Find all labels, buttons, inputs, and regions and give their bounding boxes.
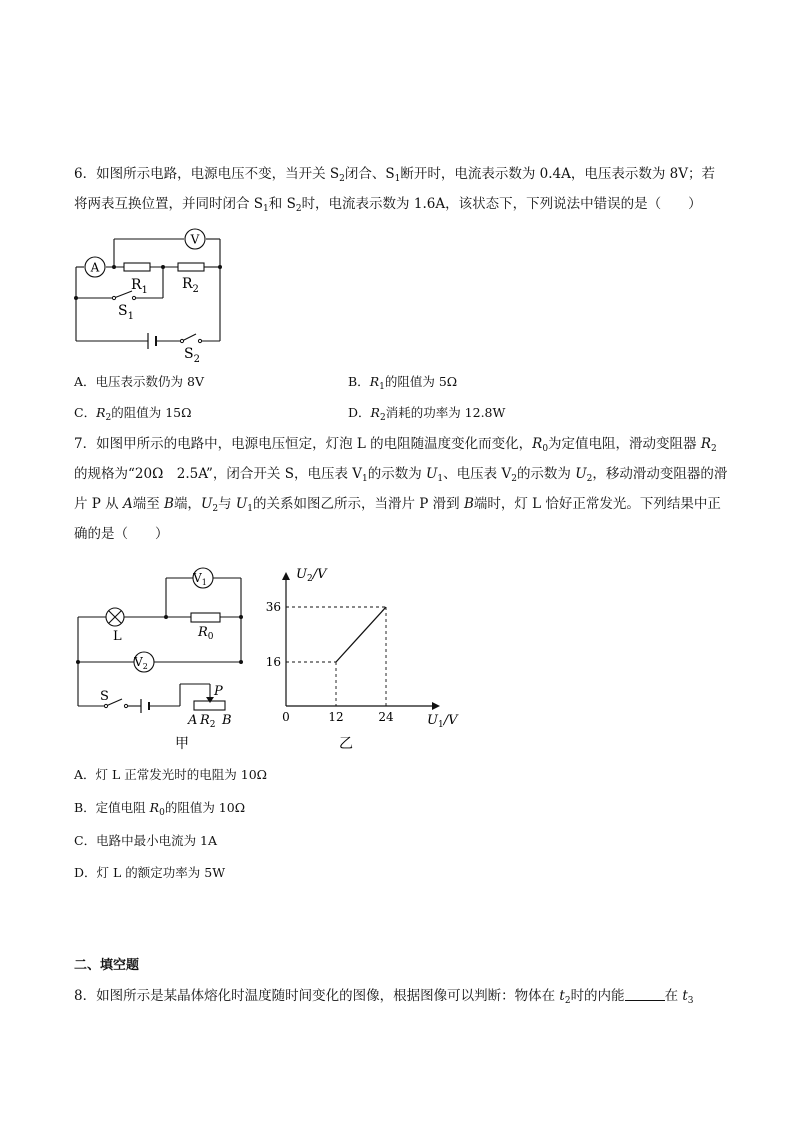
q7-circuit-diagram (70, 565, 250, 755)
q8-answer-blank[interactable] (625, 988, 665, 1001)
q7-stem-line1: 7．如图甲所示的电路中，电源电压恒定，灯泡 L 的电阻随温度变化而变化，$R_0$为定值电阻，滑动变阻器 $R_2$ (74, 436, 717, 454)
v2-label: $V_2$ (134, 655, 148, 671)
q6-sub: 2 (339, 174, 345, 184)
r1-label: $R_1$ (131, 277, 148, 296)
q6-option-a[interactable]: A．电压表示数仍为 8V (74, 374, 204, 389)
x-tick-label: 0 (282, 710, 290, 724)
q6-text: 将两表互换位置，并同时闭合 S (74, 196, 264, 212)
lamp-icon (106, 608, 124, 626)
s-label: S (100, 689, 109, 704)
r0-label: $R_0$ (198, 625, 214, 642)
q7-stem-line3: 片 P 从 A端至 B端，$U_2$与 $U_1$的关系如图乙所示，当滑片 P 滑到 B端时，灯 L 恰好正常发光。下列结果中正 (74, 496, 721, 514)
q6-sub: 1 (394, 174, 401, 184)
x-axis-label: $U_1/V$ (427, 713, 458, 730)
y-tick-label: 36 (265, 600, 281, 614)
x-tick-label: 12 (328, 710, 344, 724)
p-label: P (214, 684, 223, 699)
ammeter-label: A (90, 260, 100, 275)
section-heading: 二、填空题 (74, 958, 140, 973)
q6-stem-line1 (74, 164, 715, 184)
circuit-caption: 甲 (175, 736, 189, 752)
a-label: A (188, 713, 198, 728)
x-tick-label: 24 (378, 710, 394, 724)
r2-label: $R_2$ (182, 276, 199, 295)
q6-text: 和 S (268, 196, 296, 212)
b-label: B (222, 713, 232, 728)
s2-label: $S_2$ (184, 346, 200, 364)
lamp-label: L (113, 629, 122, 644)
q8-stem-line1: 8．如图所示是某晶体熔化时温度随时间变化的图像，根据图像可以判断：物体在 $t_2$时的内能 在 $t_3$ (74, 988, 694, 1006)
data-line (336, 607, 386, 662)
voltmeter-label: V (190, 232, 200, 247)
q6-option-b[interactable]: B．$R_1$的阻值为 5Ω (348, 374, 458, 392)
q7-stem-line4: 确的是（ ） (74, 526, 169, 542)
q6-text: 6．如图所示电路，电源电压不变，当开关 S (74, 166, 340, 182)
q6-sub: 2 (295, 204, 302, 214)
q7-option-a[interactable]: A．灯 L 正常发光时的电阻为 10Ω (74, 767, 268, 782)
y-axis-label: $U_2/V$ (296, 567, 327, 584)
v1-label: $V_1$ (193, 571, 207, 587)
q6-option-c[interactable]: C．$R_2$的阻值为 15Ω (74, 405, 192, 423)
q6-text: 断开时，电流表示数为 0.4A，电压表示数为 8V；若 (400, 166, 715, 182)
q7-option-d[interactable]: D．灯 L 的额定功率为 5W (74, 865, 226, 880)
q7-option-b[interactable]: B．定值电阻 $R_0$的阻值为 10Ω (74, 800, 246, 818)
s1-label: $S_1$ (118, 303, 134, 322)
q6-circuit-diagram (70, 224, 240, 364)
q6-option-d[interactable]: D．$R_2$消耗的功率为 12.8W (348, 405, 506, 423)
q6-text: 时，电流表示数为 1.6A，该状态下，下列说法中错误的是（ ） (301, 196, 702, 212)
q7-stem-line2: 的规格为“20Ω 2.5A”，闭合开关 S，电压表 $V_1$的示数为 $U_1$、电压表 $V_2$的示数为 $U_2$，移动滑动变阻器的滑 (74, 466, 728, 484)
q7-option-c[interactable]: C．电路中最小电流为 1A (74, 833, 218, 848)
y-tick-label: 16 (265, 655, 281, 669)
r2-label: $R_2$ (200, 713, 216, 730)
q6-text: 闭合、S (344, 166, 395, 182)
q6-sub: 1 (263, 204, 269, 214)
q6-stem-line2 (74, 194, 702, 214)
graph-caption: 乙 (339, 736, 353, 752)
q7-graph (260, 560, 465, 760)
